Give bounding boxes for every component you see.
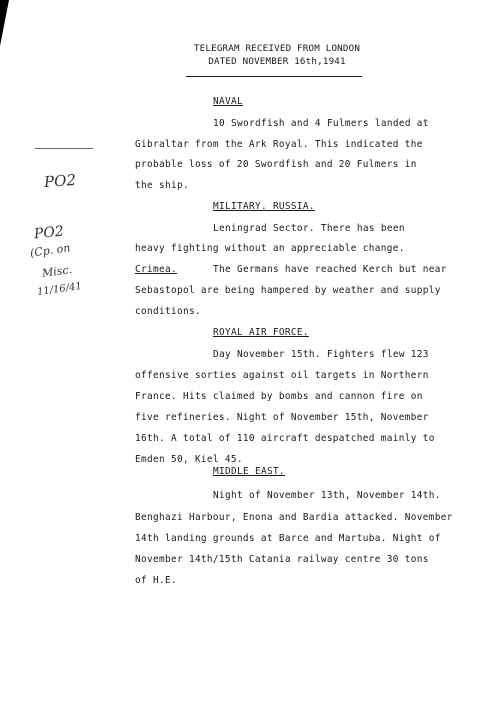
heading-military-russia: MILITARY. RUSSIA. bbox=[213, 201, 315, 212]
body-line: heavy fighting without an appreciable change. bbox=[135, 243, 405, 254]
heading-raf: ROYAL AIR FORCE. bbox=[213, 327, 309, 338]
margin-rule bbox=[35, 148, 93, 149]
body-line: The Germans have reached Kerch but near bbox=[213, 264, 447, 275]
body-line: France. Hits claimed by bombs and cannon fire on bbox=[135, 391, 423, 402]
body-line: Gibraltar from the Ark Royal. This indicated the bbox=[135, 139, 423, 150]
handwritten-note-5: 11/16/41 bbox=[36, 280, 83, 299]
telegram-title: TELEGRAM RECEIVED FROM LONDON bbox=[193, 43, 361, 54]
handwritten-note-2: PO2 bbox=[33, 223, 65, 243]
header-rule bbox=[186, 76, 362, 77]
body-line: Emden 50, Kiel 45. bbox=[135, 454, 243, 465]
body-line: of H.E. bbox=[135, 575, 177, 586]
handwritten-note-4: Misc. bbox=[41, 262, 73, 281]
body-line: Day November 15th. Fighters flew 123 bbox=[213, 349, 429, 360]
handwritten-note-1: PO2 bbox=[43, 170, 77, 192]
body-line: offensive sorties against oil targets in Northern bbox=[135, 370, 429, 381]
telegram-date: DATED NOVEMBER 16th,1941 bbox=[208, 56, 346, 67]
body-line: Night of November 13th, November 14th. bbox=[213, 490, 441, 501]
body-line: probable loss of 20 Swordfish and 20 Fulmers in bbox=[135, 159, 417, 170]
body-line: Sebastopol are being hampered by weather and supply bbox=[135, 285, 441, 296]
heading-middle-east: MIDDLE EAST. bbox=[213, 466, 285, 477]
body-line: Benghazi Harbour, Enona and Bardia attacked. November bbox=[135, 512, 453, 523]
body-line: the ship. bbox=[135, 180, 189, 191]
body-line: conditions. bbox=[135, 306, 201, 317]
body-line: 16th. A total of 110 aircraft despatched mainly to bbox=[135, 433, 435, 444]
body-line: 14th landing grounds at Barce and Martuba. Night of bbox=[135, 533, 441, 544]
heading-naval: NAVAL bbox=[213, 96, 243, 107]
body-line: November 14th/15th Catania railway centre 30 tons bbox=[135, 554, 429, 565]
body-line: 10 Swordfish and 4 Fulmers landed at bbox=[213, 118, 429, 129]
body-line: Leningrad Sector. There has been bbox=[213, 223, 405, 234]
body-line: five refineries. Night of November 15th, November bbox=[135, 412, 429, 423]
corner-mark bbox=[0, 0, 9, 46]
crimea-label: Crimea. bbox=[135, 264, 177, 275]
handwritten-note-3: (Cp. on bbox=[29, 241, 72, 260]
